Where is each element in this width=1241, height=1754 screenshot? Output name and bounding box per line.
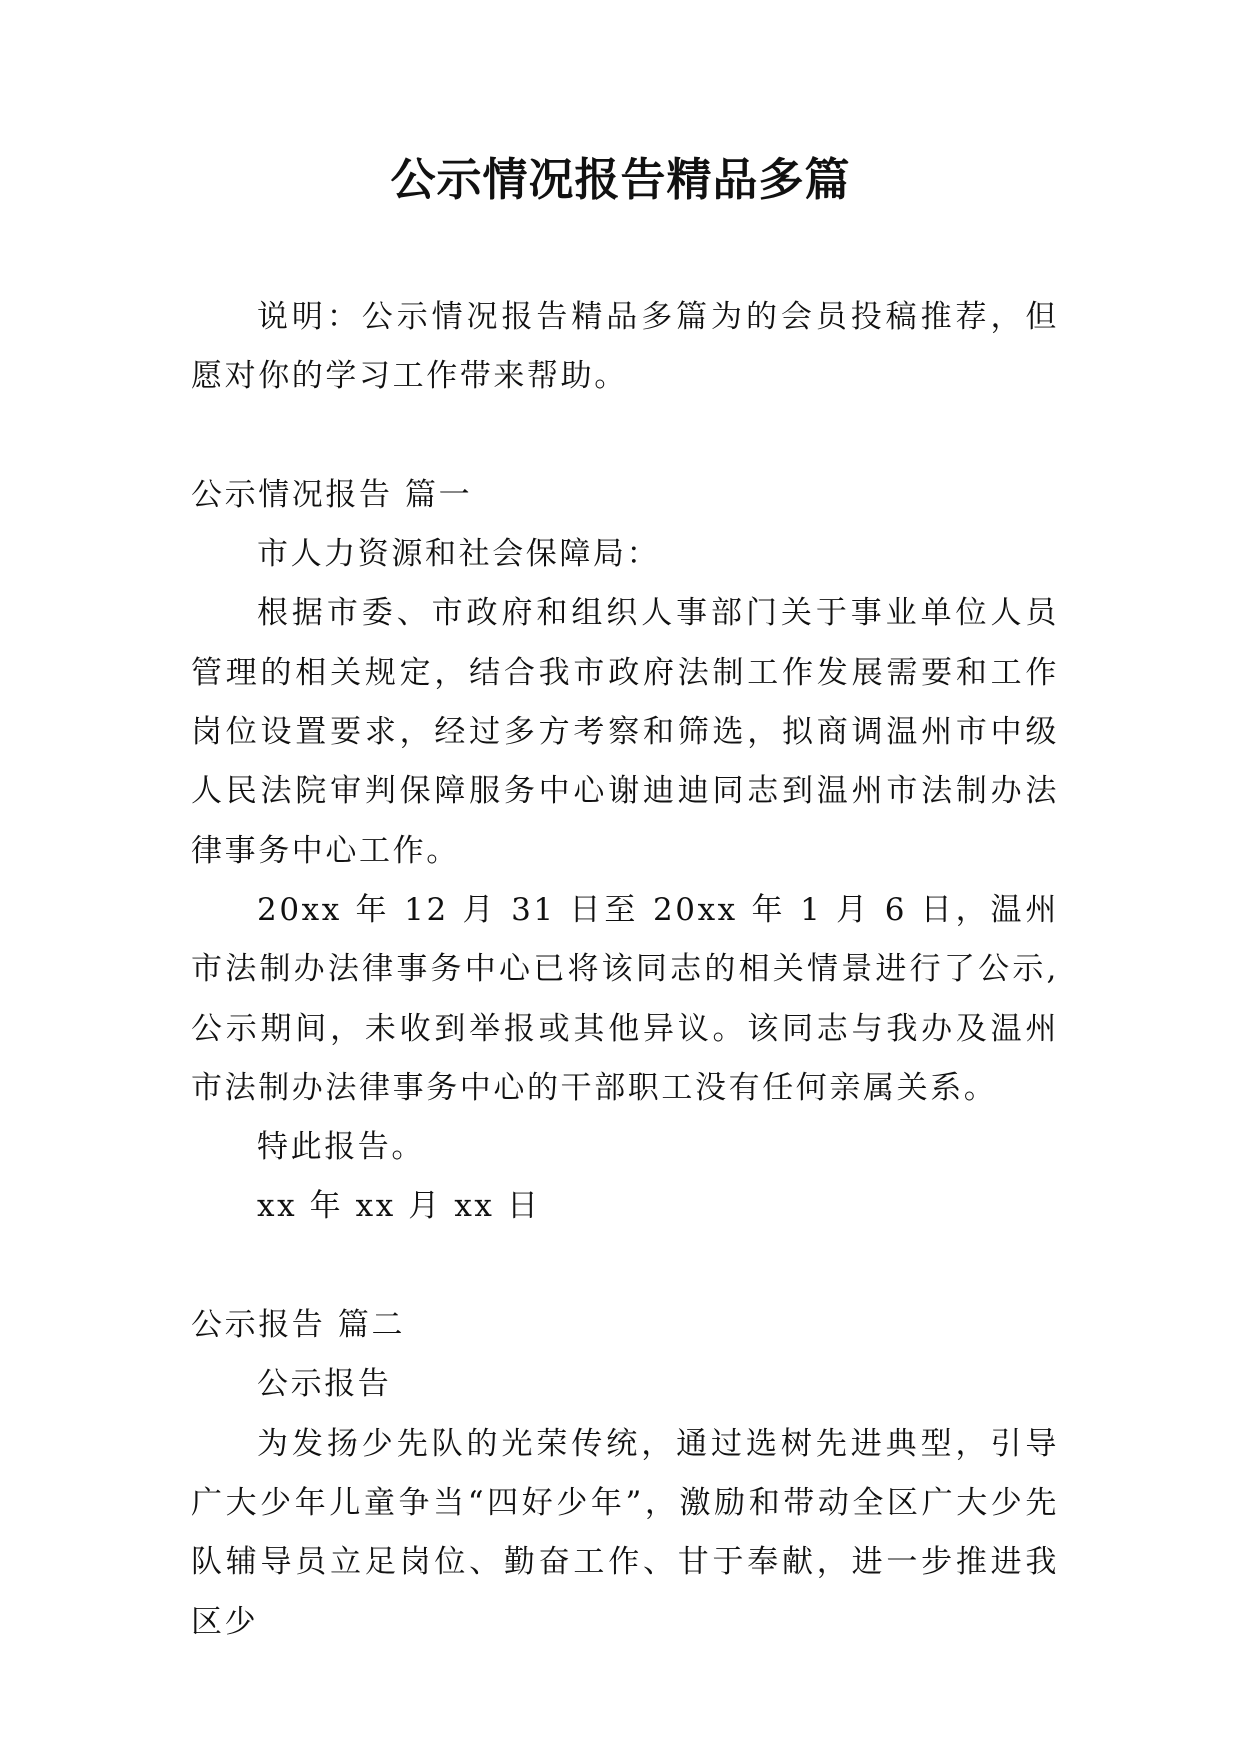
intro-paragraph: 说明：公示情况报告精品多篇为的会员投稿推荐，但愿对你的学习工作带来帮助。 bbox=[191, 299, 1059, 395]
section1-closing: 特此报告。 bbox=[257, 1129, 425, 1166]
section1-paragraph-1: 根据市委、市政府和组织人事部门关于事业单位人员管理的相关规定，结合我市政府法制工作发展需要和工作岗位设置要求，经过多方考察和筛选，拟商调温州市中级人民法院审判保障服务中心谢迪迪同志到温州市法制办法律事务中心工作。 bbox=[191, 595, 1059, 869]
section-gap bbox=[191, 407, 1059, 466]
section1-salutation: 市人力资源和社会保障局： bbox=[257, 536, 661, 573]
section1-paragraph-2: 20xx 年 12 月 31 日至 20xx 年 1 月 6 日，温州市法制办法律事务中心已将该同志的相关情景进行了公示,公示期间，未收到举报或其他异议。该同志与我办及温州市法制办法律事务中心的干部职工没有任何亲属关系。 bbox=[191, 891, 1059, 1106]
section-gap bbox=[191, 1237, 1059, 1296]
section2-heading: 公示报告 篇二 bbox=[191, 1307, 406, 1344]
document-title: 公示情况报告精品多篇 bbox=[390, 153, 851, 206]
section1-heading: 公示情况报告 篇一 bbox=[191, 476, 473, 513]
section2-subtitle: 公示报告 bbox=[257, 1366, 392, 1403]
section2-paragraph-1: 为发扬少先队的光荣传统，通过选树先进典型，引导广大少年儿童争当“四好少年”，激励和带动全区广大少先队辅导员立足岗位、勤奋工作、甘于奉献，进一步推进我区少 bbox=[191, 1425, 1059, 1640]
document-body bbox=[191, 288, 1059, 1652]
section1-date: xx 年 xx 月 xx 日 bbox=[257, 1188, 541, 1225]
